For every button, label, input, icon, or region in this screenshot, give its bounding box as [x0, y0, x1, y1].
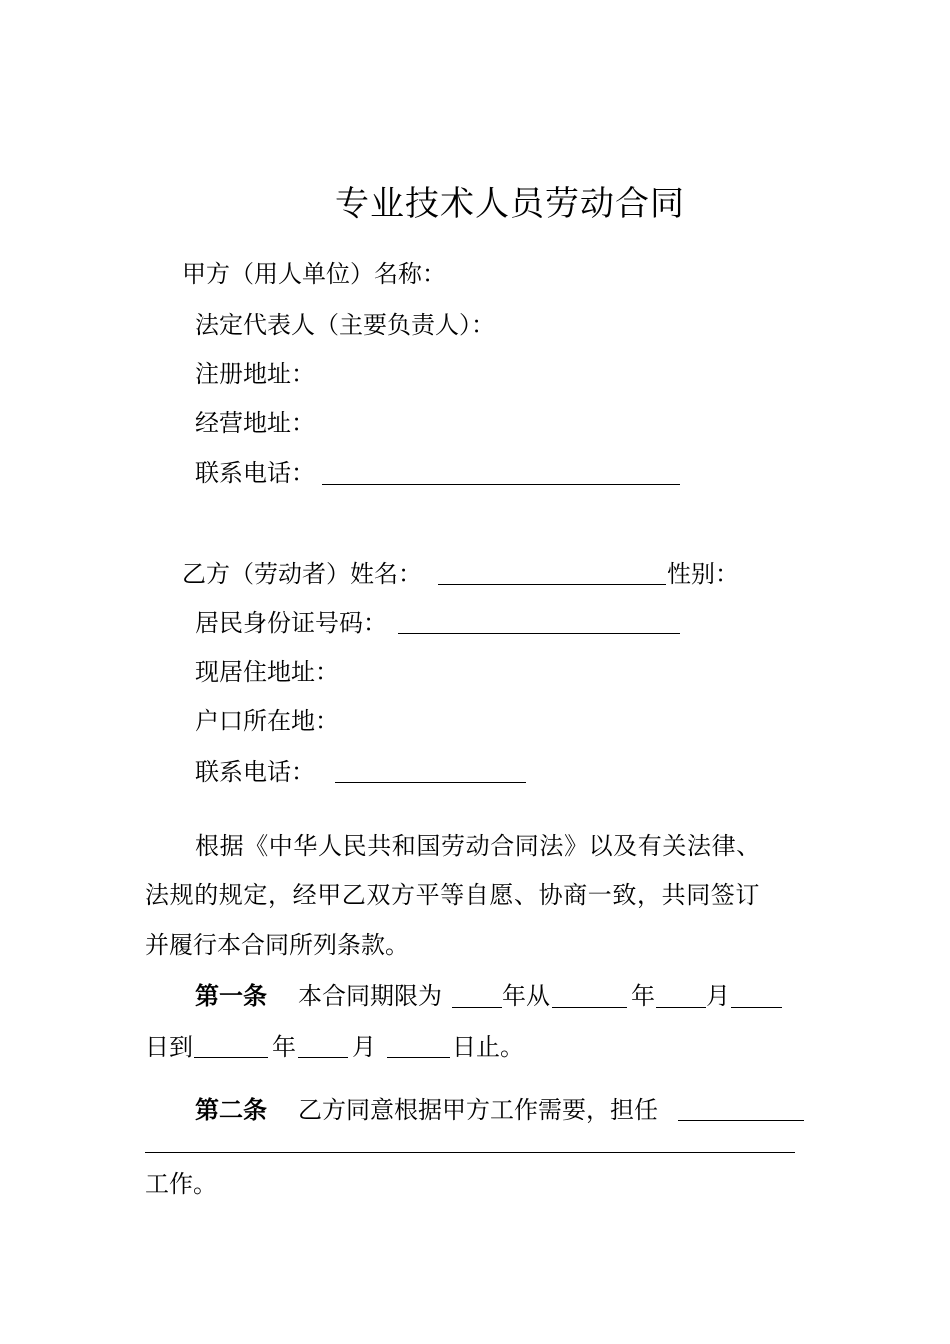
article-2-position-blank[interactable] [678, 1120, 804, 1121]
article-1-day-to: 日到 [145, 1033, 193, 1061]
article-1-year: 年 [631, 982, 655, 1010]
party-b-current-address-label: 现居住地址： [195, 658, 339, 686]
article-1-day-end: 日止。 [452, 1033, 524, 1061]
preamble-line-1: 根据《中华人民共和国劳动合同法》以及有关法律、 [195, 832, 761, 860]
party-b-id-label: 居民身份证号码： [195, 609, 387, 637]
article-1-end-year-blank[interactable] [194, 1057, 268, 1058]
party-a-heading: 甲方（用人单位）名称： [182, 260, 446, 288]
article-1-label: 第一条 [195, 982, 267, 1010]
article-1-month: 月 [706, 982, 730, 1010]
party-a-phone-blank[interactable] [322, 484, 680, 485]
article-2-work: 工作。 [145, 1170, 217, 1198]
party-a-registered-address-label: 注册地址： [195, 360, 315, 388]
party-b-gender-label: 性别： [667, 560, 739, 588]
document-title: 专业技术人员劳动合同 [335, 184, 685, 224]
article-1-start-month-blank[interactable] [656, 1007, 706, 1008]
preamble-line-2: 法规的规定，经甲乙双方平等自愿、协商一致，共同签订 [145, 881, 760, 909]
article-1-end-month-blank[interactable] [298, 1057, 348, 1058]
article-1-end-day-blank[interactable] [387, 1057, 450, 1058]
article-1-year-2: 年 [272, 1033, 296, 1061]
party-b-phone-label: 联系电话： [195, 758, 315, 786]
article-2-label: 第二条 [195, 1096, 267, 1124]
party-b-phone-blank[interactable] [335, 782, 526, 783]
article-1-term-years-blank[interactable] [452, 1007, 502, 1008]
article-1-start-day-blank[interactable] [731, 1007, 782, 1008]
party-b-household-label: 户口所在地： [195, 707, 339, 735]
preamble-line-3: 并履行本合同所列条款。 [145, 931, 409, 959]
article-1-start-year-blank[interactable] [552, 1007, 627, 1008]
party-a-legal-rep-label: 法定代表人（主要负责人）： [195, 311, 495, 339]
article-1-month-2: 月 [352, 1033, 376, 1061]
article-1-year-from: 年从 [502, 982, 550, 1010]
article-1-text: 本合同期限为 [298, 982, 442, 1010]
party-b-name-blank[interactable] [438, 584, 666, 585]
party-a-phone-label: 联系电话： [195, 459, 315, 487]
party-b-heading: 乙方（劳动者）姓名： [182, 560, 422, 588]
party-a-business-address-label: 经营地址： [195, 409, 315, 437]
party-b-id-blank[interactable] [398, 633, 680, 634]
article-2-position-blank-line-2[interactable] [145, 1152, 795, 1153]
article-2-text: 乙方同意根据甲方工作需要，担任 [298, 1096, 658, 1124]
